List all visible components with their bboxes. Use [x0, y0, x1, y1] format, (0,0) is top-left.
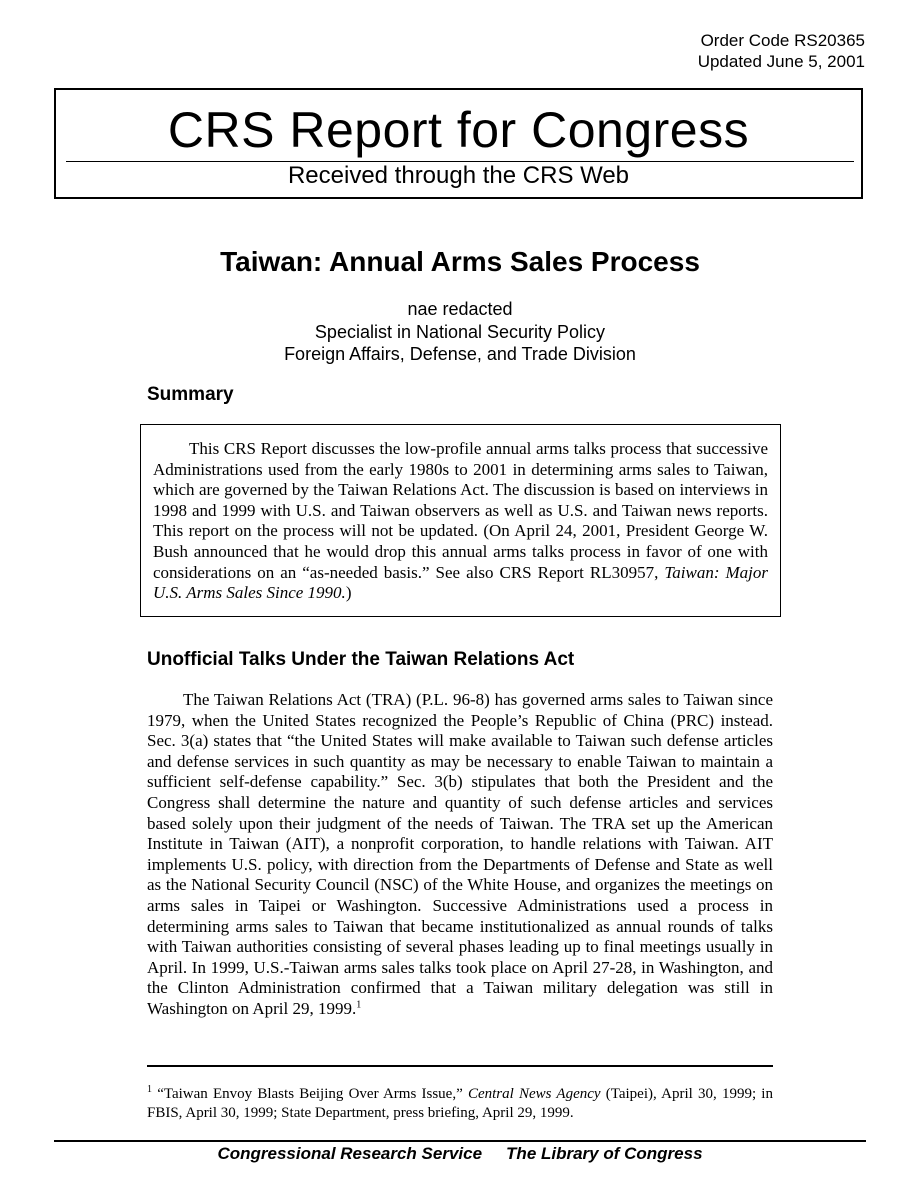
- footer-loc: The Library of Congress: [506, 1144, 703, 1163]
- order-code: Order Code RS20365: [700, 31, 865, 50]
- footnote-text-before: “Taiwan Envoy Blasts Beijing Over Arms Issue,”: [152, 1086, 468, 1102]
- author-name: nae redacted: [407, 299, 513, 319]
- author-block: [0, 298, 920, 366]
- masthead-title: CRS Report for Congress: [167, 102, 750, 158]
- body-paragraph: [147, 690, 773, 1020]
- masthead: [54, 88, 863, 199]
- updated-date: Updated June 5, 2001: [697, 52, 865, 71]
- section-heading: Unofficial Talks Under the Taiwan Relations Act: [147, 649, 575, 670]
- footnote: [147, 1085, 773, 1123]
- footnote-source: Central News Agency: [467, 1086, 601, 1102]
- report-title: Taiwan: Annual Arms Sales Process: [220, 246, 700, 277]
- summary-citation: Taiwan: Major U.S. Arms Sales Since 1990.: [153, 562, 768, 603]
- footnote-text-after: (Taipei), April 30, 1999; in FBIS, April 30, 1999; State Department, press briefing, April 29, 1999.: [147, 1086, 773, 1121]
- summary-closing: ): [345, 583, 352, 603]
- author-division: Foreign Affairs, Defense, and Trade Division: [284, 344, 636, 364]
- footnote-reference[interactable]: 1: [356, 999, 362, 1011]
- masthead-subtitle: Received through the CRS Web: [287, 162, 630, 189]
- footnote-marker: 1: [147, 1084, 152, 1095]
- body-text: [147, 690, 773, 1020]
- summary-paragraph: [153, 439, 768, 604]
- summary-heading: Summary: [147, 384, 234, 405]
- footer-divider: [54, 1140, 866, 1142]
- footer-crs: Congressional Research Service: [217, 1144, 483, 1163]
- order-code-block: [698, 30, 865, 72]
- author-title: Specialist in National Security Policy: [314, 321, 606, 342]
- body-paragraph-text: The Taiwan Relations Act (TRA) (P.L. 96-8) has governed arms sales to Taiwan since 1979, when the United States recognized the People’s Republic of China (PRC) instead. Sec. 3(a) states that “the United States will make available to Taiwan such defense articles and defense services in such quantity as may be necessary to enable Taiwan to maintain a sufficient self-defense capability.” Sec. 3(b) stipulates that both the President and the Congress shall determine the nature and quantity of such defense articles and services based solely upon their judgment of the needs of Taiwan. The TRA set up the American Institute in Taiwan (AIT), a nonprofit corporation, to handle relations with Taiwan. AIT implements U.S. policy, with direction from the Departments of Defense and State as well as the National Security Council (NSC) of the White House, and organizes the meetings on arms sales in Taipei or Washington. Successive Administrations used a process in determining arms sales to Taiwan that became institutionalized as annual rounds of talks with Taiwan authorities consisting of several phases leading up to final meetings usually in April. In 1999, U.S.-Taiwan arms sales talks took place on April 27-28, in Washington, and the Clinton Administration confirmed that a Taiwan military delegation was still in Washington on April 29, 1999.: [147, 690, 773, 1018]
- summary-text: This CRS Report discusses the low-profile annual arms talks process that successive Administrations used from the early 1980s to 2001 in determining arms sales to Taiwan, which are governed by the Taiwan Relations Act. The discussion is based on interviews in 1998 and 1999 with U.S. and Taiwan observers as well as U.S. and Taiwan news reports. This report on the process will not be updated. (On April 24, 2001, President George W. Bush announced that he would drop this annual arms talks process in favor of one with considerations on an “as-needed basis.” See also CRS Report RL30957,: [153, 439, 768, 582]
- footnote-divider: [147, 1065, 773, 1067]
- summary-box: [140, 424, 781, 617]
- page-footer: [0, 1143, 920, 1165]
